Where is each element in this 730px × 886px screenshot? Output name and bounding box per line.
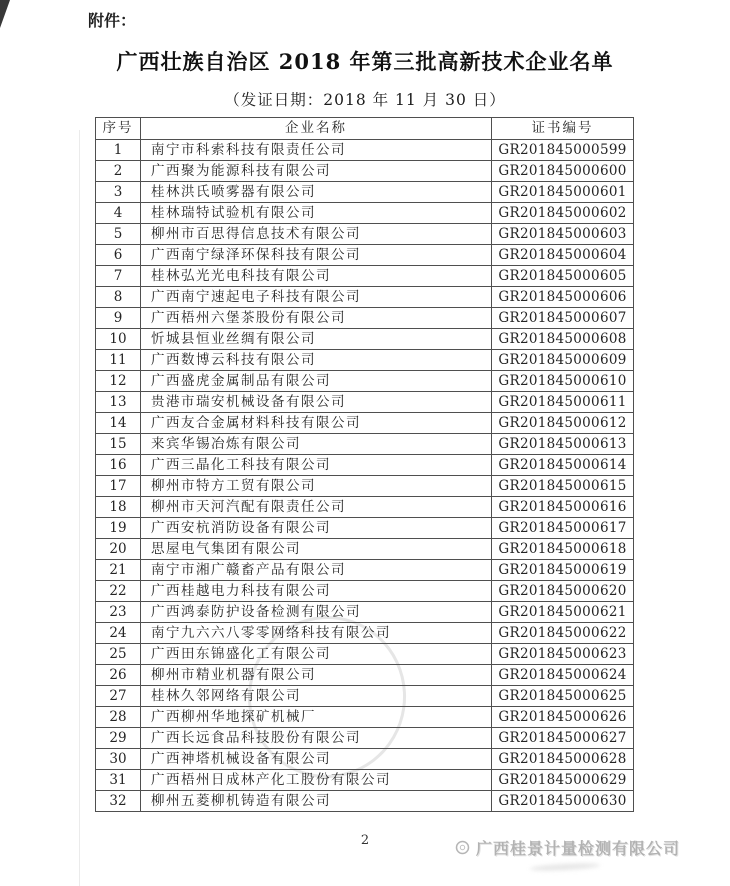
row-index: 25 bbox=[96, 644, 141, 665]
table-row bbox=[96, 476, 634, 497]
company-name: 桂林弘光光电科技有限公司 bbox=[141, 266, 492, 287]
table-row bbox=[96, 749, 634, 770]
company-name: 广西三晶化工科技有限公司 bbox=[141, 455, 492, 476]
company-name: 广西聚为能源科技有限公司 bbox=[141, 161, 492, 182]
table-row bbox=[96, 329, 634, 350]
company-name: 广西长远食品科技股份有限公司 bbox=[141, 728, 492, 749]
certificate-number: GR201845000616 bbox=[492, 497, 634, 518]
table-row bbox=[96, 644, 634, 665]
row-index: 6 bbox=[96, 245, 141, 266]
certificate-number: GR201845000614 bbox=[492, 455, 634, 476]
company-name: 忻城县恒业丝绸有限公司 bbox=[141, 329, 492, 350]
table-row bbox=[96, 224, 634, 245]
table-row bbox=[96, 791, 634, 812]
row-index: 18 bbox=[96, 497, 141, 518]
certificate-number: GR201845000612 bbox=[492, 413, 634, 434]
col-header-company-name: 企业名称 bbox=[141, 118, 492, 140]
company-name: 南宁市湘广赣畜产品有限公司 bbox=[141, 560, 492, 581]
row-index: 21 bbox=[96, 560, 141, 581]
row-index: 26 bbox=[96, 665, 141, 686]
table-row bbox=[96, 308, 634, 329]
table-row bbox=[96, 140, 634, 161]
row-index: 22 bbox=[96, 581, 141, 602]
table-row bbox=[96, 560, 634, 581]
company-name: 广西神塔机械设备有限公司 bbox=[141, 749, 492, 770]
row-index: 1 bbox=[96, 140, 141, 161]
company-name: 广西柳州华地探矿机械厂 bbox=[141, 707, 492, 728]
company-name: 广西数博云科技有限公司 bbox=[141, 350, 492, 371]
company-name: 柳州市百思得信息技术有限公司 bbox=[141, 224, 492, 245]
certificate-number: GR201845000603 bbox=[492, 224, 634, 245]
company-name: 广西盛虎金属制品有限公司 bbox=[141, 371, 492, 392]
certificate-number: GR201845000627 bbox=[492, 728, 634, 749]
certificate-number: GR201845000600 bbox=[492, 161, 634, 182]
scan-smudge-artifact bbox=[530, 862, 600, 872]
row-index: 29 bbox=[96, 728, 141, 749]
table-row bbox=[96, 707, 634, 728]
certificate-number: GR201845000602 bbox=[492, 203, 634, 224]
table-row bbox=[96, 203, 634, 224]
table-body bbox=[96, 140, 634, 812]
footer-watermark bbox=[455, 836, 680, 859]
company-name: 柳州市精业机器有限公司 bbox=[141, 665, 492, 686]
table-row bbox=[96, 182, 634, 203]
certificate-number: GR201845000605 bbox=[492, 266, 634, 287]
attachment-label: 附件： bbox=[88, 11, 137, 30]
table-row bbox=[96, 602, 634, 623]
footer-company-name: 广西桂景计量检测有限公司 bbox=[475, 839, 680, 858]
scan-edge-artifact bbox=[79, 130, 80, 886]
certificate-number: GR201845000618 bbox=[492, 539, 634, 560]
certificate-number: GR201845000608 bbox=[492, 329, 634, 350]
row-index: 28 bbox=[96, 707, 141, 728]
row-index: 10 bbox=[96, 329, 141, 350]
certificate-number: GR201845000611 bbox=[492, 392, 634, 413]
company-name: 柳州市特方工贸有限公司 bbox=[141, 476, 492, 497]
row-index: 32 bbox=[96, 791, 141, 812]
company-name: 思屋电气集团有限公司 bbox=[141, 539, 492, 560]
certificate-number: GR201845000615 bbox=[492, 476, 634, 497]
row-index: 11 bbox=[96, 350, 141, 371]
certificate-number: GR201845000626 bbox=[492, 707, 634, 728]
certificate-number: GR201845000620 bbox=[492, 581, 634, 602]
certificate-number: GR201845000621 bbox=[492, 602, 634, 623]
certificate-number: GR201845000625 bbox=[492, 686, 634, 707]
table-row bbox=[96, 665, 634, 686]
circular-seal-icon bbox=[455, 840, 470, 855]
certificate-number: GR201845000623 bbox=[492, 644, 634, 665]
company-name: 桂林瑞特试验机有限公司 bbox=[141, 203, 492, 224]
row-index: 20 bbox=[96, 539, 141, 560]
company-name: 广西安杭消防设备有限公司 bbox=[141, 518, 492, 539]
row-index: 30 bbox=[96, 749, 141, 770]
company-name: 广西南宁速起电子科技有限公司 bbox=[141, 287, 492, 308]
company-name: 桂林洪氏喷雾器有限公司 bbox=[141, 182, 492, 203]
row-index: 15 bbox=[96, 434, 141, 455]
table-row bbox=[96, 161, 634, 182]
company-name: 广西田东锦盛化工有限公司 bbox=[141, 644, 492, 665]
col-header-certificate-number: 证书编号 bbox=[492, 118, 634, 140]
company-name: 广西友合金属材料科技有限公司 bbox=[141, 413, 492, 434]
company-name: 南宁市科索科技有限责任公司 bbox=[141, 140, 492, 161]
certificate-number: GR201845000610 bbox=[492, 371, 634, 392]
page-title: 广西壮族自治区 2018 年第三批高新技术企业名单 bbox=[116, 49, 614, 74]
table-row bbox=[96, 266, 634, 287]
company-name: 广西鸿泰防护设备检测有限公司 bbox=[141, 602, 492, 623]
row-index: 2 bbox=[96, 161, 141, 182]
table-header-row bbox=[96, 118, 634, 140]
company-name: 柳州市天河汽配有限责任公司 bbox=[141, 497, 492, 518]
row-index: 23 bbox=[96, 602, 141, 623]
table-row bbox=[96, 455, 634, 476]
page-number: 2 bbox=[360, 833, 370, 848]
table-row bbox=[96, 623, 634, 644]
col-header-index: 序号 bbox=[96, 118, 141, 140]
row-index: 13 bbox=[96, 392, 141, 413]
table-row bbox=[96, 581, 634, 602]
row-index: 8 bbox=[96, 287, 141, 308]
table-row bbox=[96, 350, 634, 371]
certificate-number: GR201845000607 bbox=[492, 308, 634, 329]
company-name: 广西南宁绿泽环保科技有限公司 bbox=[141, 245, 492, 266]
table-row bbox=[96, 392, 634, 413]
table-row bbox=[96, 770, 634, 791]
row-index: 9 bbox=[96, 308, 141, 329]
row-index: 5 bbox=[96, 224, 141, 245]
company-name: 柳州五菱柳机铸造有限公司 bbox=[141, 791, 492, 812]
certificate-number: GR201845000609 bbox=[492, 350, 634, 371]
company-name: 广西桂越电力科技有限公司 bbox=[141, 581, 492, 602]
table-row bbox=[96, 413, 634, 434]
row-index: 12 bbox=[96, 371, 141, 392]
table-row bbox=[96, 539, 634, 560]
company-name: 桂林久邻网络有限公司 bbox=[141, 686, 492, 707]
issue-date-line: （发证日期：2018 年 11 月 30 日） bbox=[224, 91, 506, 109]
row-index: 27 bbox=[96, 686, 141, 707]
row-index: 31 bbox=[96, 770, 141, 791]
row-index: 16 bbox=[96, 455, 141, 476]
row-index: 17 bbox=[96, 476, 141, 497]
certificate-number: GR201845000630 bbox=[492, 791, 634, 812]
row-index: 14 bbox=[96, 413, 141, 434]
enterprise-table bbox=[95, 117, 634, 812]
certificate-number: GR201845000606 bbox=[492, 287, 634, 308]
certificate-number: GR201845000617 bbox=[492, 518, 634, 539]
certificate-number: GR201845000613 bbox=[492, 434, 634, 455]
certificate-number: GR201845000622 bbox=[492, 623, 634, 644]
row-index: 3 bbox=[96, 182, 141, 203]
table-row bbox=[96, 287, 634, 308]
table-row bbox=[96, 518, 634, 539]
certificate-number: GR201845000604 bbox=[492, 245, 634, 266]
company-name: 广西梧州日成林产化工股份有限公司 bbox=[141, 770, 492, 791]
certificate-number: GR201845000599 bbox=[492, 140, 634, 161]
certificate-number: GR201845000624 bbox=[492, 665, 634, 686]
row-index: 24 bbox=[96, 623, 141, 644]
row-index: 4 bbox=[96, 203, 141, 224]
scan-corner-artifact bbox=[0, 0, 10, 28]
certificate-number: GR201845000628 bbox=[492, 749, 634, 770]
company-name: 广西梧州六堡茶股份有限公司 bbox=[141, 308, 492, 329]
certificate-number: GR201845000601 bbox=[492, 182, 634, 203]
table-row bbox=[96, 728, 634, 749]
table-row bbox=[96, 686, 634, 707]
row-index: 19 bbox=[96, 518, 141, 539]
row-index: 7 bbox=[96, 266, 141, 287]
certificate-number: GR201845000629 bbox=[492, 770, 634, 791]
company-name: 来宾华锡冶炼有限公司 bbox=[141, 434, 492, 455]
table-row bbox=[96, 434, 634, 455]
table-row bbox=[96, 371, 634, 392]
company-name: 贵港市瑞安机械设备有限公司 bbox=[141, 392, 492, 413]
table-row bbox=[96, 497, 634, 518]
company-name: 南宁九六六八零零网络科技有限公司 bbox=[141, 623, 492, 644]
table-row bbox=[96, 245, 634, 266]
certificate-number: GR201845000619 bbox=[492, 560, 634, 581]
